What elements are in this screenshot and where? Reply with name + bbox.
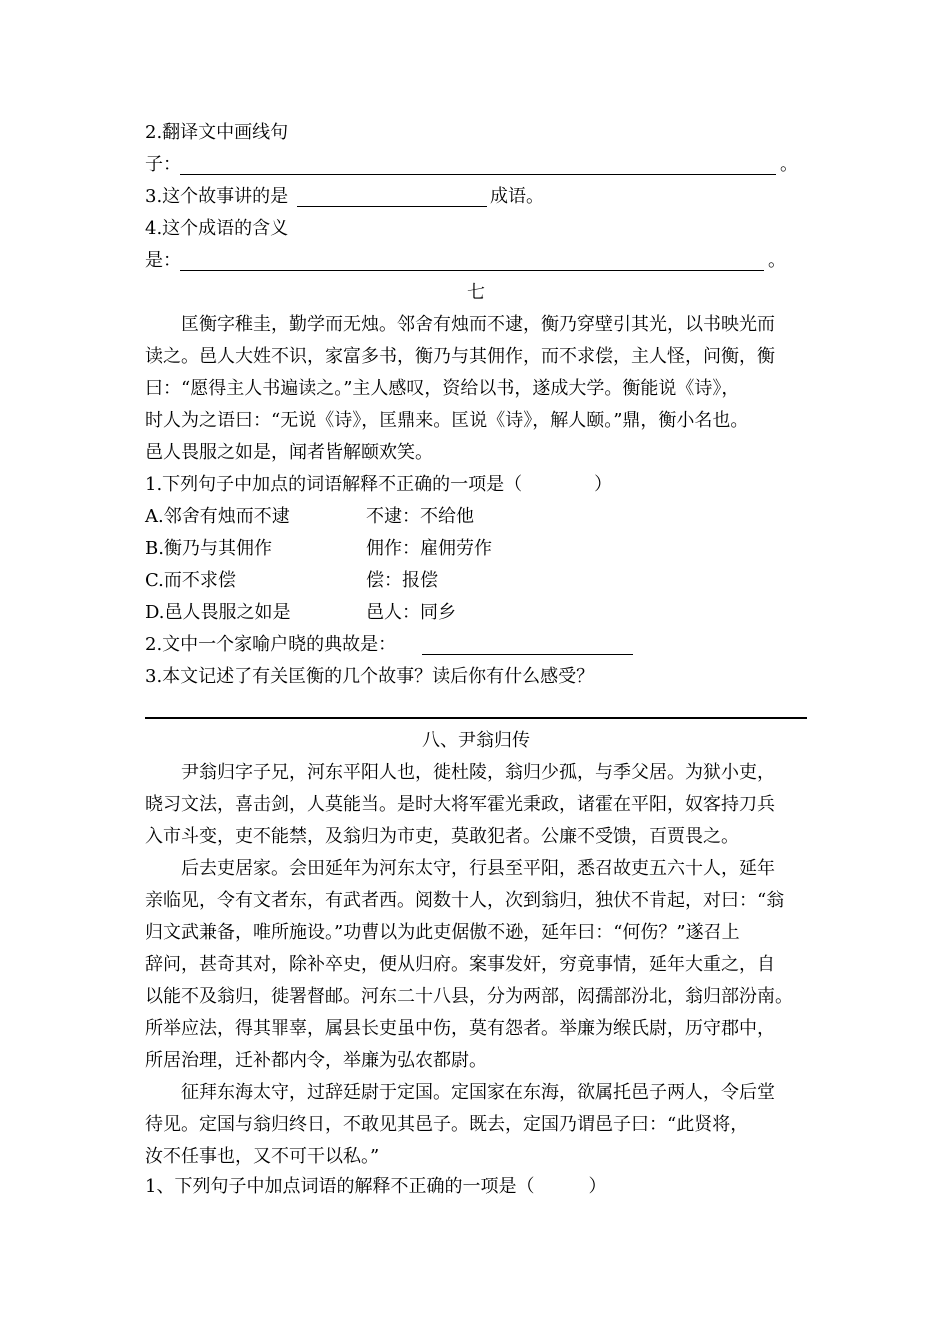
question-2-answer-line[interactable] [180, 174, 776, 175]
question-2-prefix: 子： [145, 154, 181, 175]
option-a-gloss: 不逮：不给他 [366, 506, 474, 527]
section-7-question-2-answer-line[interactable] [422, 654, 633, 655]
section-8-question-1: 1、下列句子中加点词语的解释不正确的一项是（ ） [145, 1176, 607, 1197]
passage-7-line: 邑人畏服之如是，闻者皆解颐欢笑。 [145, 442, 433, 463]
question-3-prefix: 3.这个故事讲的是 [145, 186, 289, 207]
question-2-label: 2.翻译文中画线句 [145, 122, 289, 143]
question-3-answer-line[interactable] [297, 206, 487, 207]
option-d-sentence: D.邑人畏服之如是 [145, 602, 291, 623]
option-b-gloss: 佣作：雇佣劳作 [366, 538, 492, 559]
option-a-sentence: A.邻舍有烛而不逮 [145, 506, 290, 527]
passage-8-line: 归文武兼备，唯所施设。”功曹以为此吏倨傲不逊，延年曰：“何伤？”遂召上 [145, 922, 740, 943]
option-c-sentence: C.而不求偿 [145, 570, 236, 591]
question-2-end: 。 [780, 154, 798, 175]
passage-8-line: 征拜东海太守，过辞廷尉于定国。定国家在东海，欲属托邑子两人，令后堂 [181, 1082, 775, 1103]
section-7-answer-line[interactable] [145, 717, 807, 719]
passage-7-line: 曰：“愿得主人书遍读之。”主人感叹，资给以书，遂成大学。衡能说《诗》， [145, 378, 740, 399]
passage-8-line: 亲临见，令有文者东，有武者西。阅数十人，次到翁归，独伏不肯起，对曰：“翁 [145, 890, 785, 911]
passage-8-line: 入市斗变，吏不能禁，及翁归为市吏，莫敢犯者。公廉不受馈，百贾畏之。 [145, 826, 739, 847]
passage-8-line: 尹翁归字子兄，河东平阳人也，徙杜陵，翁归少孤，与季父居。为狱小吏， [181, 762, 775, 783]
passage-8-line: 待见。定国与翁归终日，不敢见其邑子。既去，定国乃谓邑子曰：“此贤将， [145, 1114, 749, 1135]
question-4-end: 。 [768, 250, 786, 271]
passage-8-line: 所举应法，得其罪辜，属县长吏虽中伤，莫有怨者。举廉为缑氏尉，历守郡中， [145, 1018, 775, 1039]
passage-8-line: 以能不及翁归，徙署督邮。河东二十八县，分为两部，闳孺部汾北，翁归部汾南。 [145, 986, 793, 1007]
passage-7-line: 时人为之语曰：“无说《诗》，匡鼎来。匡说《诗》，解人颐。”鼎，衡小名也。 [145, 410, 749, 431]
option-d-gloss: 邑人：同乡 [366, 602, 456, 623]
passage-8-line: 辞问，甚奇其对，除补卒史，便从归府。案事发奸，穷竟事情，延年大重之，自 [145, 954, 775, 975]
question-4-prefix: 是： [145, 250, 181, 271]
section-7-heading: 七 [467, 282, 485, 303]
passage-8-line: 汝不任事也，又不可干以私。” [145, 1146, 380, 1167]
passage-8-line: 所居治理，迁补都内令，举廉为弘农都尉。 [145, 1050, 487, 1071]
question-4-answer-line[interactable] [180, 270, 764, 271]
passage-7-line: 匡衡字稚圭，勤学而无烛。邻舍有烛而不逮，衡乃穿壁引其光，以书映光而 [181, 314, 775, 335]
section-7-question-1: 1.下列句子中加点的词语解释不正确的一项是（ ） [145, 474, 613, 495]
question-4-label: 4.这个成语的含义 [145, 218, 289, 239]
section-7-question-2: 2.文中一个家喻户晓的典故是： [145, 634, 397, 655]
passage-8-line: 晓习文法，喜击剑，人莫能当。是时大将军霍光秉政，诸霍在平阳，奴客持刀兵 [145, 794, 775, 815]
option-c-gloss: 偿：报偿 [366, 570, 438, 591]
section-8-heading: 八、尹翁归传 [422, 730, 530, 751]
option-b-sentence: B.衡乃与其佣作 [145, 538, 272, 559]
section-7-question-3: 3.本文记述了有关匡衡的几个故事？读后你有什么感受？ [145, 666, 595, 687]
passage-8-line: 后去吏居家。会田延年为河东太守，行县至平阳，悉召故吏五六十人，延年 [181, 858, 775, 879]
passage-7-line: 读之。邑人大姓不识，家富多书，衡乃与其佣作，而不求偿，主人怪，问衡，衡 [145, 346, 775, 367]
question-3-suffix: 成语。 [490, 186, 544, 207]
